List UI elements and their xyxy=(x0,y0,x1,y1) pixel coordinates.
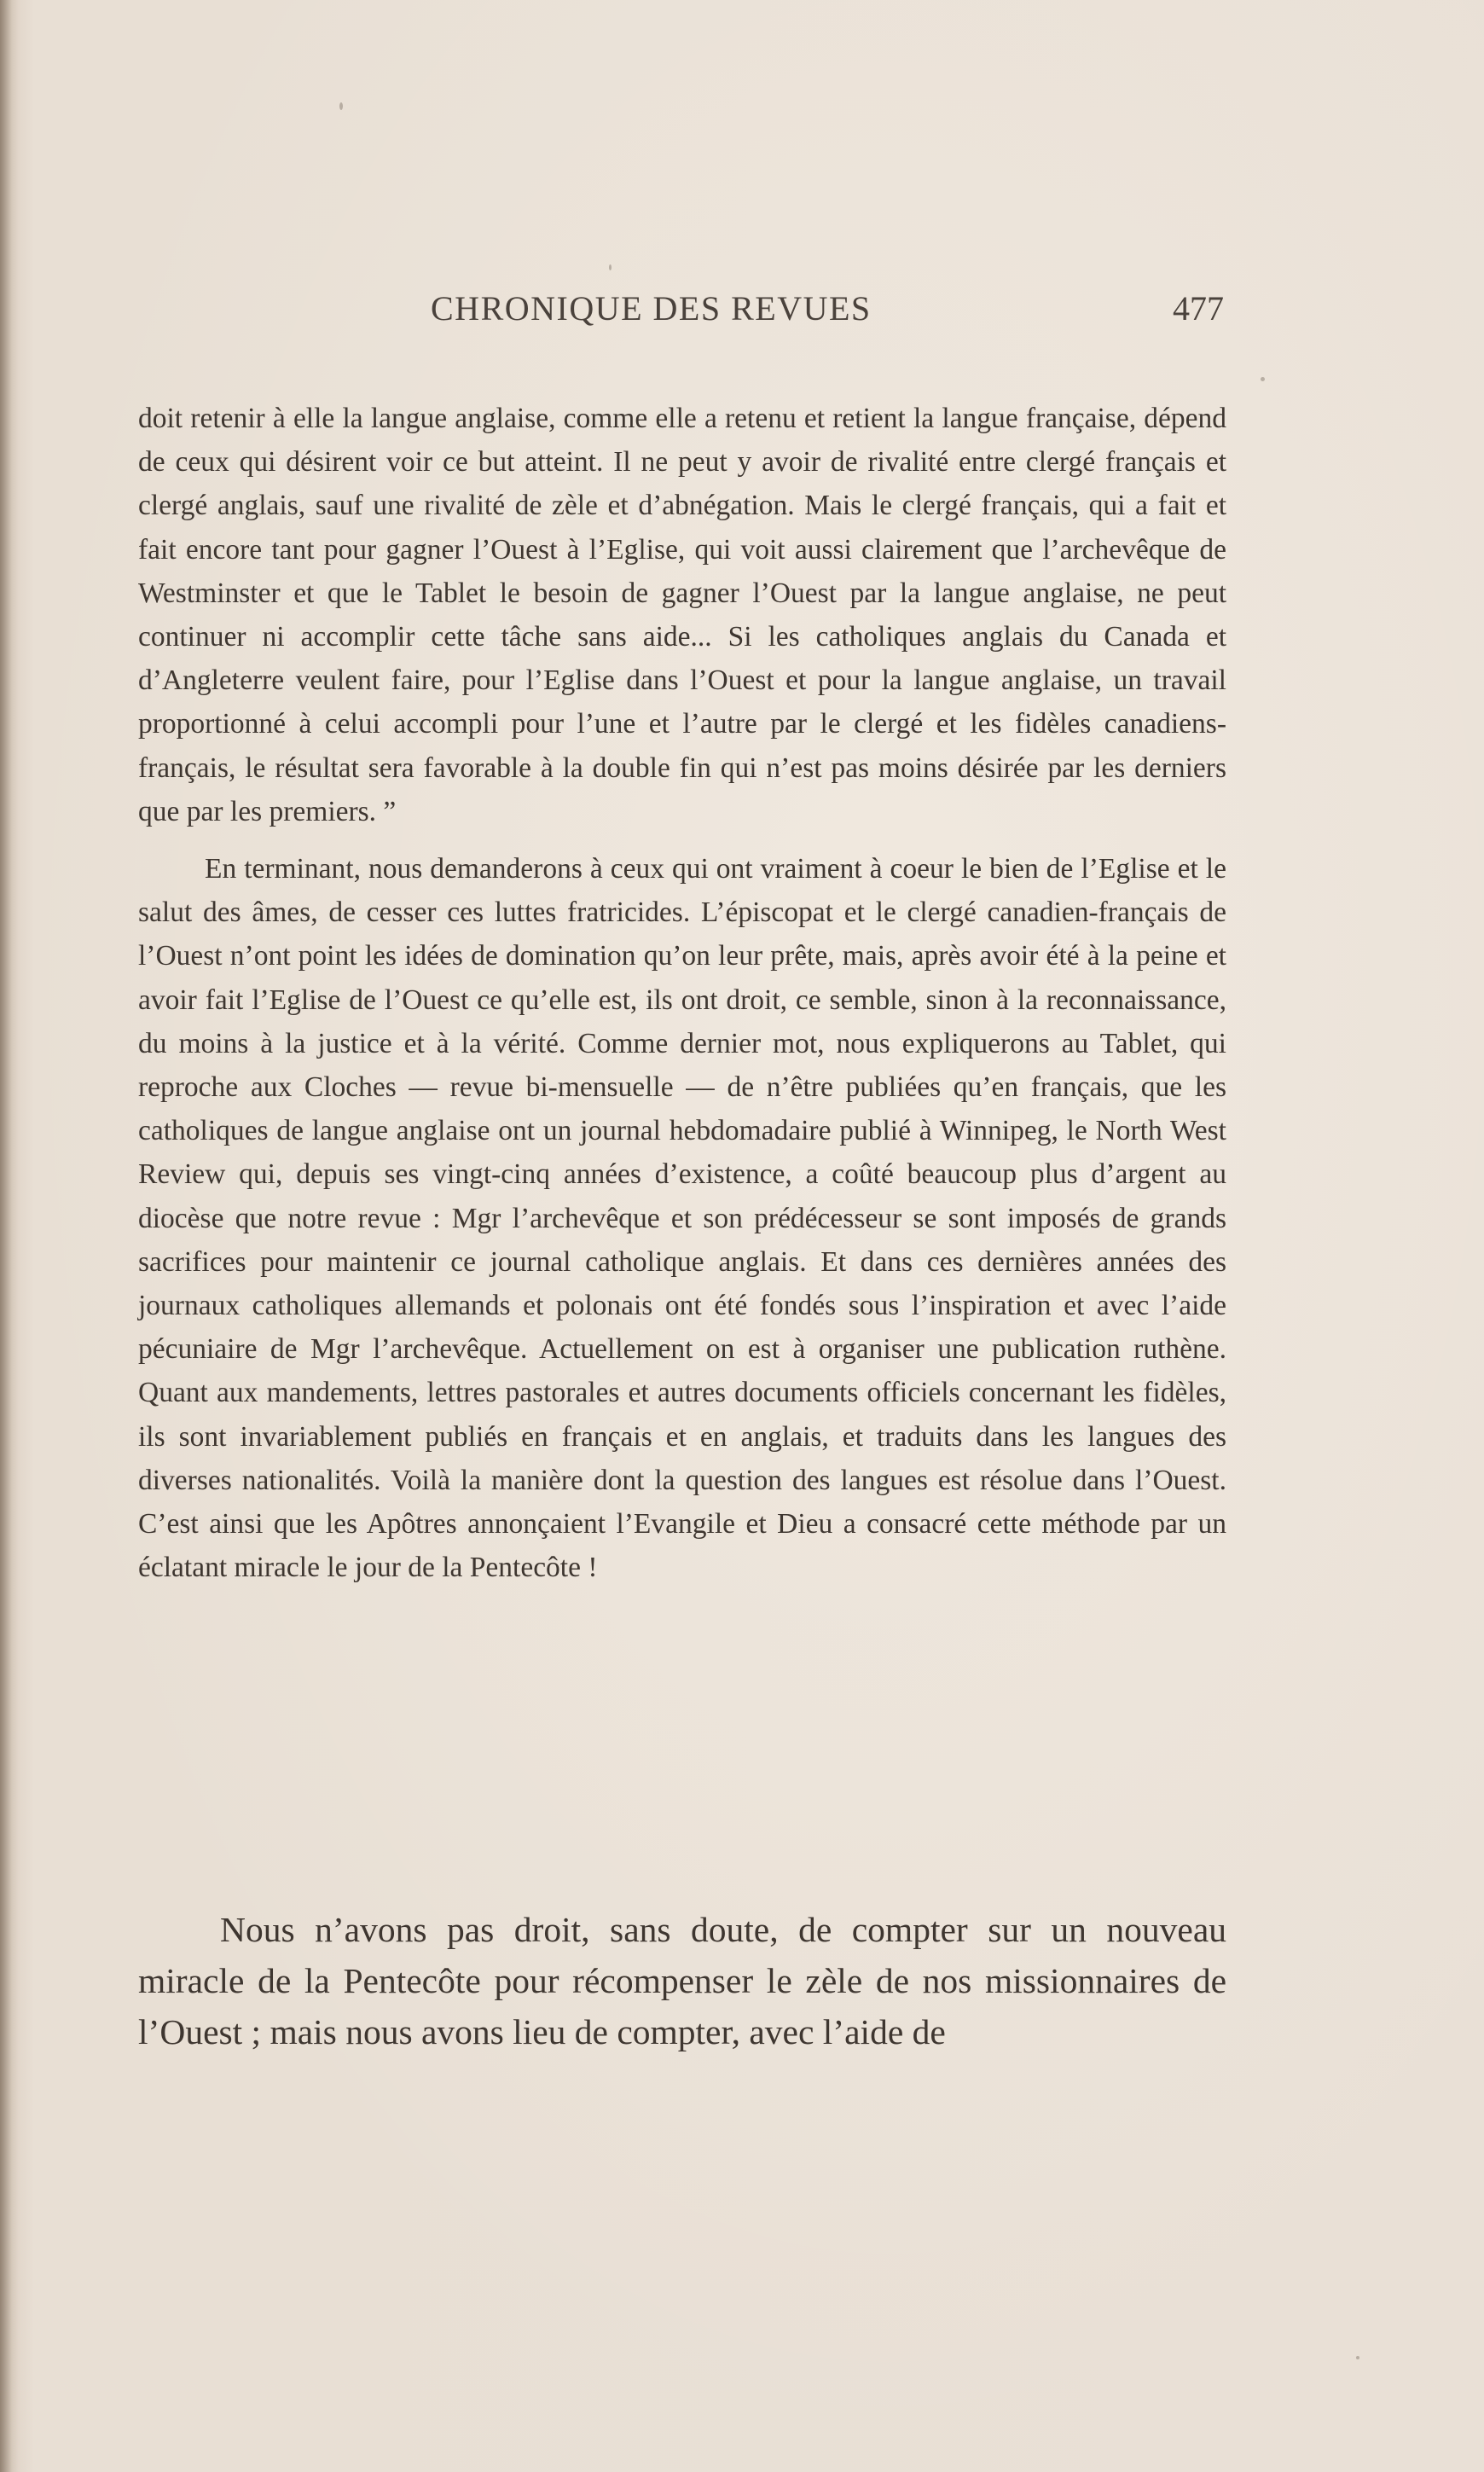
running-title: CHRONIQUE DES REVUES xyxy=(431,289,872,328)
paragraph-quote-continuation: doit retenir à elle la langue anglaise, comme elle a retenu et retient la langue française, dépend de ceux qui désirent voir ce but atteint. Il ne peut y avoir de rivalité entre clergé français et clergé anglais, sauf une rivalité de zèle et d’abnégation. Mais le clergé français, qui a fait et fait encore tant pour gagner l’Ouest à l’Eglise, qui voit aussi clairement que l’archevêque de Westminster et que le Tablet le besoin de gagner l’Ouest par la langue anglaise, ne peut continuer ni accomplir cette tâche sans aide... Si les catholiques anglais du Canada et d’Angleterre veulent faire, pour l’Eglise dans l’Ouest et pour la langue anglaise, un travail proportionné à celui accompli pour l’une et l’autre par le clergé et les fidèles canadiens-français, le résultat sera favorable à la double fin qui n’est pas moins désirée par les derniers que par les premiers. ” xyxy=(138,403,1226,827)
paragraph-closing: Nous n’avons pas droit, sans doute, de compter sur un nouveau miracle de la Pentecôte pour récompenser le zèle de nos missionnaires de l’Ouest ; mais nous avons lieu de compter, avec l’aide de xyxy=(138,1910,1226,2051)
closing-text xyxy=(138,1904,1226,2057)
paper-speck xyxy=(339,102,343,110)
running-header xyxy=(431,288,1284,339)
paragraph-conclusion: En terminant, nous demanderons à ceux qui ont vraiment à coeur le bien de l’Eglise et le salut des âmes, de cesser ces luttes fratricides. L’épiscopat et le clergé canadien-français de l’Ouest n’ont point les idées de domination qu’on leur prête, mais, après avoir été à la peine et avoir fait l’Eglise de l’Ouest ce qu’elle est, ils ont droit, ce semble, sinon à la reconnaissance, du moins à la justice et à la vérité. Comme dernier mot, nous expliquerons au Tablet, qui reproche aux Cloches — revue bi-mensuelle — de n’être publiées qu’en français, que les catholiques de langue anglaise ont un journal hebdomadaire publié à Winnipeg, le North West Review qui, depuis ses vingt-cinq années d’existence, a coûté beaucoup plus d’argent au diocèse que notre revue : Mgr l’archevêque et son prédécesseur se sont imposés de grands sacrifices pour maintenir ce journal catholique anglais. Et dans ces dernières années des journaux catholiques allemands et polonais ont été fondés sous l’inspiration et avec l’aide pécuniaire de Mgr l’archevêque. Actuellement on est à organiser une publication ruthène. Quant aux mandements, lettres pastorales et autres documents officiels concernant les fidèles, ils sont invariablement publiés en français et en anglais, et traduits dans les langues des diverses nationalités. Voilà la manière dont la question des langues est résolue dans l’Ouest. C’est ainsi que les Apôtres annonçaient l’Evangile et Dieu a consacré cette méthode par un éclatant miracle le jour de la Pentecôte ! xyxy=(138,853,1226,1584)
page-gutter-shadow xyxy=(0,0,12,2472)
paper-speck xyxy=(1261,377,1265,381)
main-text xyxy=(138,397,1226,1589)
page-number: 477 xyxy=(1173,289,1224,328)
paper-speck xyxy=(609,264,612,270)
paper-speck xyxy=(1356,2356,1359,2359)
